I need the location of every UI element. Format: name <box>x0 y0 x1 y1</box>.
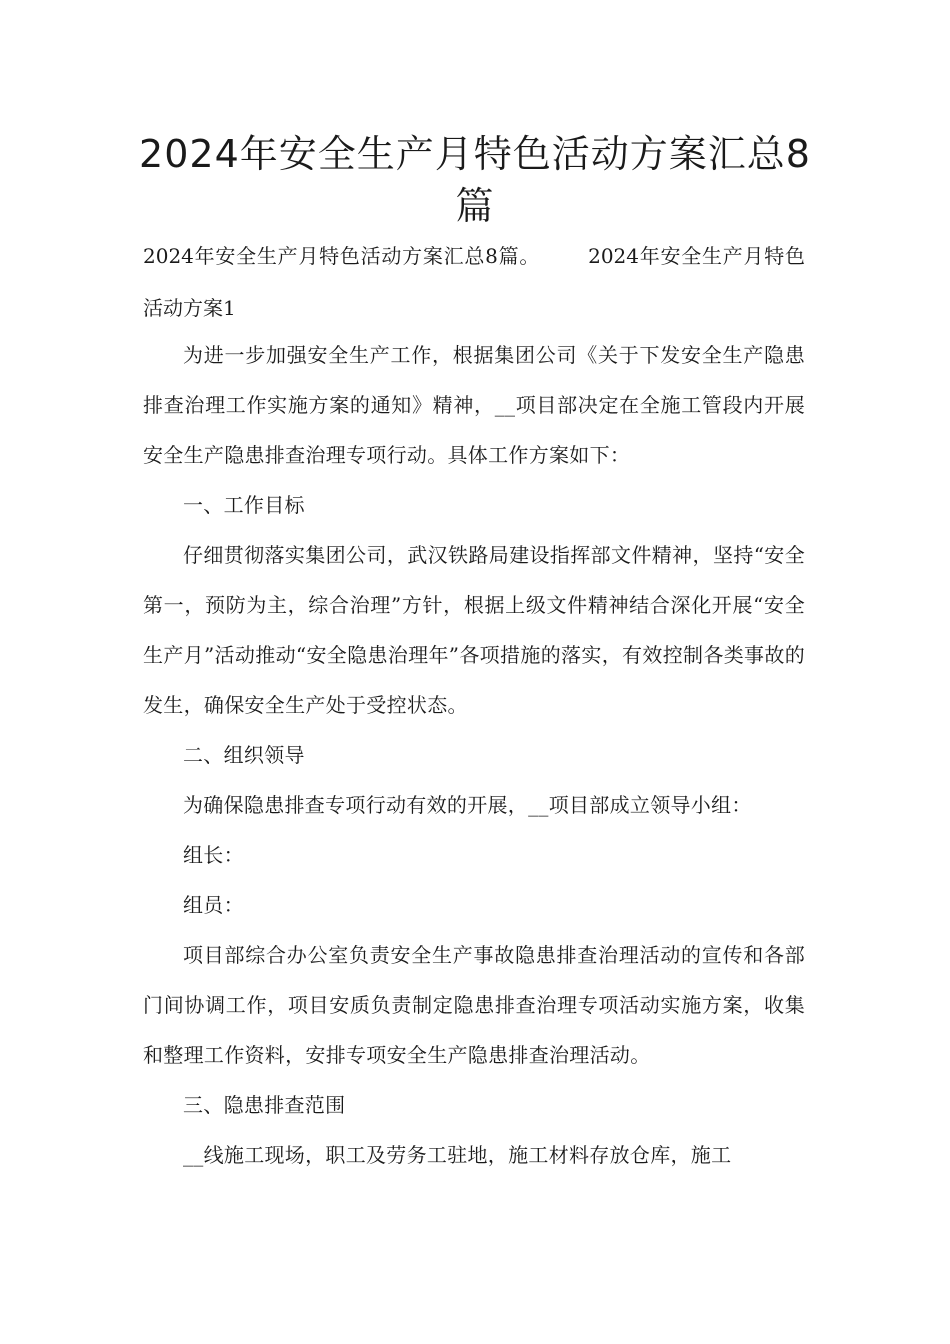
document-title: 2024年安全生产月特色活动方案汇总8篇 <box>139 132 811 228</box>
paragraph-responsibilities: 项目部综合办公室负责安全生产事故隐患排查治理活动的宣传和各部门间协调工作，项目安质负责制定隐患排查治理专项活动实施方案，收集和整理工作资料，安排专项安全生产隐患排查治理活动。 <box>143 943 805 1067</box>
paragraph-goals: 仔细贯彻落实集团公司，武汉铁路局建设指挥部文件精神，坚持“安全第一，预防为主，综合治理”方针，根据上级文件精神结合深化开展“安全生产月”活动推动“安全隐患治理年”各项措施的落实，有效控制各类事故的发生，确保安全生产处于受控状态。 <box>143 543 805 717</box>
section-heading-organization: 二、组织领导 <box>183 743 305 767</box>
paragraph-members: 组员： <box>183 893 244 917</box>
paragraph-organization: 为确保隐患排查专项行动有效的开展，__项目部成立领导小组： <box>183 793 752 817</box>
intro-line <box>143 230 805 334</box>
section-heading-goals: 一、工作目标 <box>183 493 305 517</box>
paragraph-leader: 组长： <box>183 843 244 867</box>
section-heading-scope: 三、隐患排查范围 <box>183 1093 346 1117</box>
document-body <box>143 330 805 1180</box>
paragraph-scope: __线施工现场，职工及劳务工驻地，施工材料存放仓库，施工 <box>183 1143 732 1167</box>
intro-section-title: 2024年安全生产月特色活动方案1 <box>143 244 805 320</box>
intro-summary: 2024年安全生产月特色活动方案汇总8篇。 <box>143 244 541 268</box>
paragraph-intro: 为进一步加强安全生产工作，根据集团公司《关于下发安全生产隐患排查治理工作实施方案的通知》精神，__项目部决定在全施工管段内开展安全生产隐患排查治理专项行动。具体工作方案如下： <box>143 343 805 467</box>
